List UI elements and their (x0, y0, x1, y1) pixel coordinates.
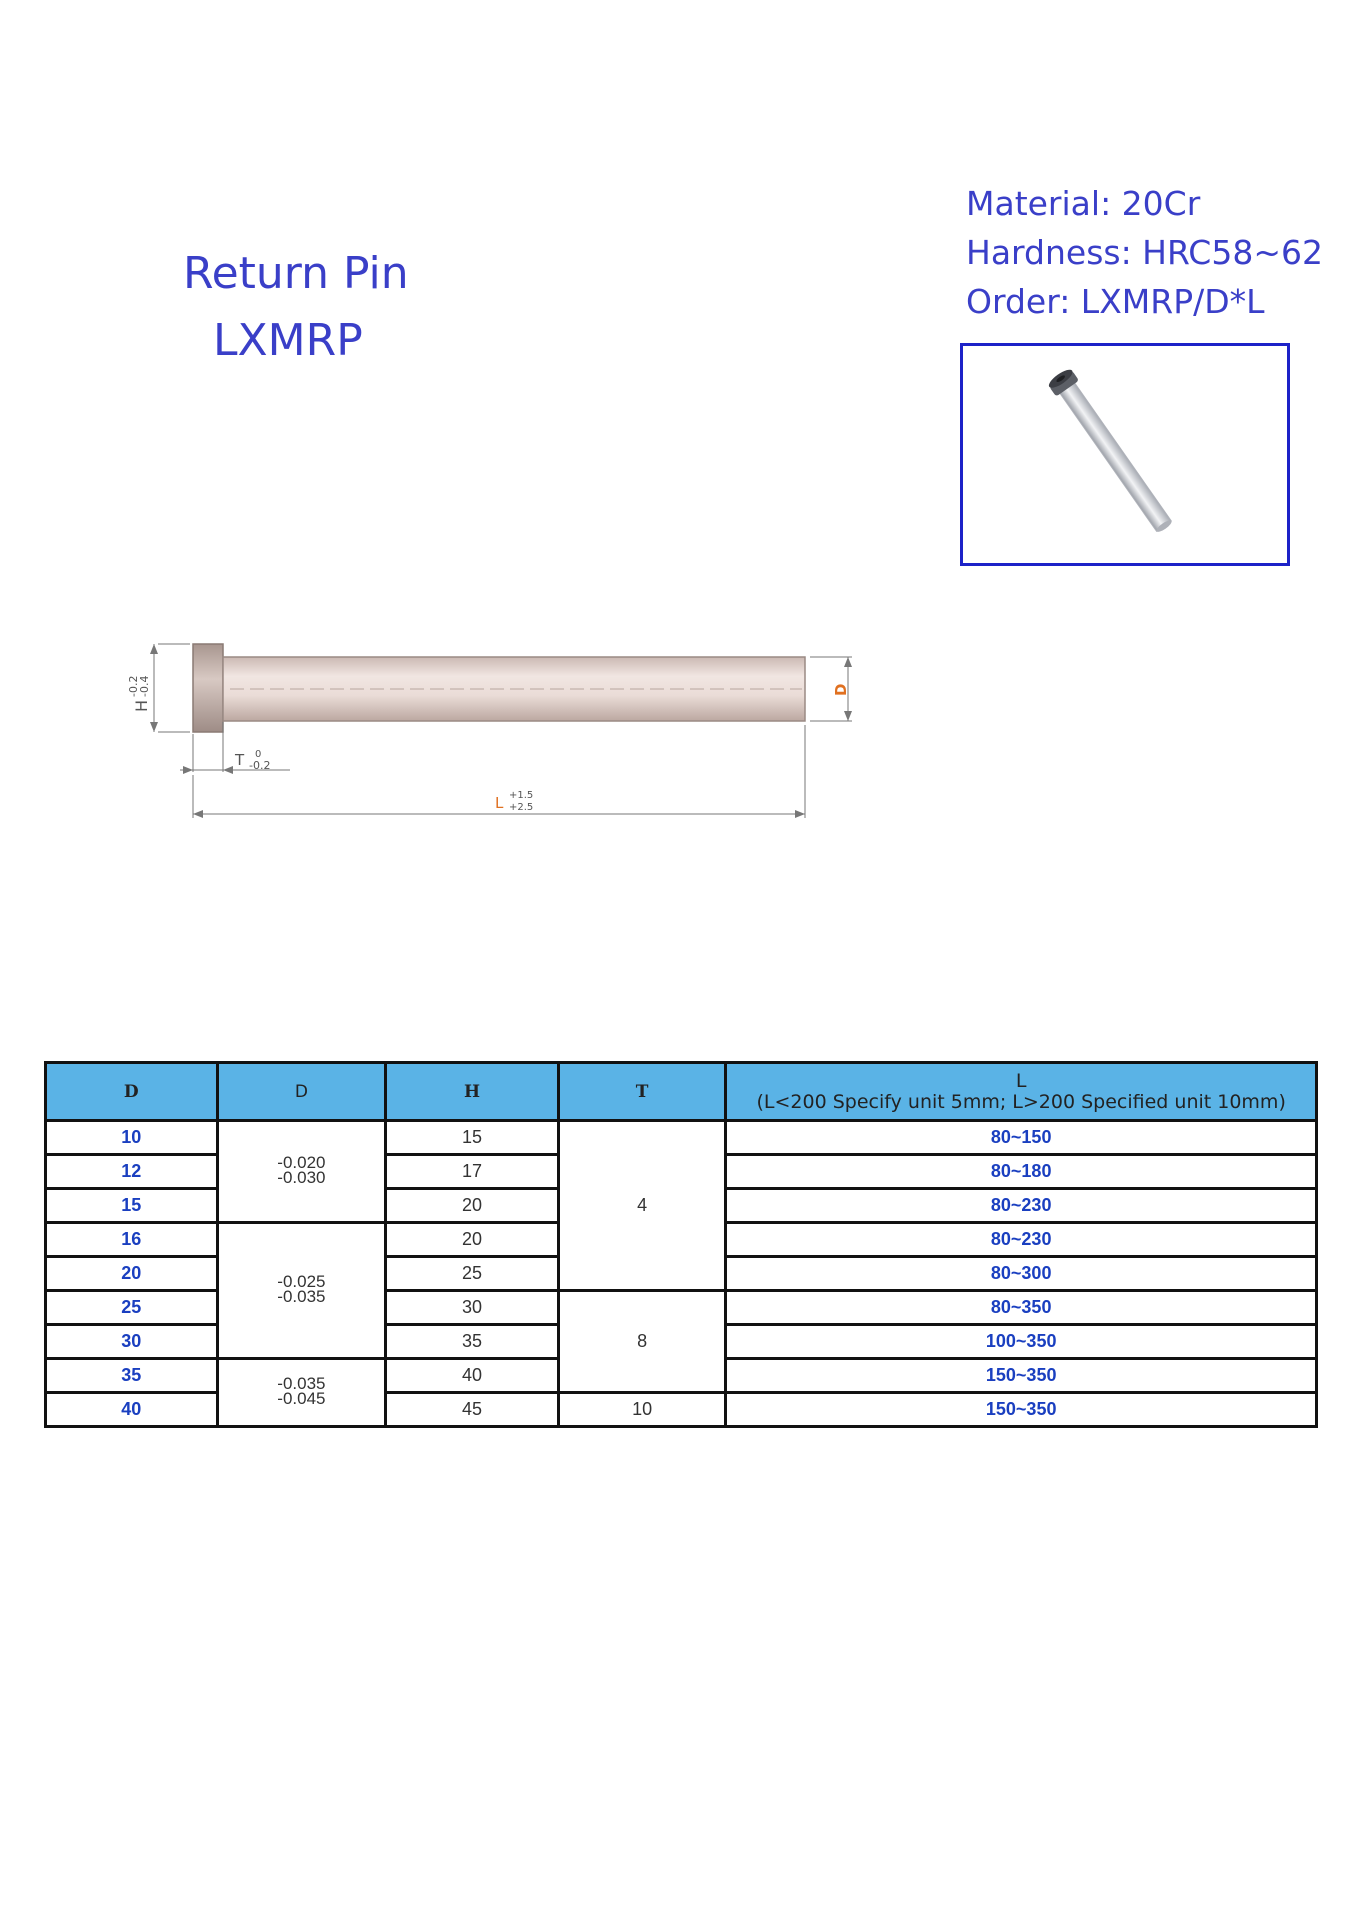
cell-h: 15 (386, 1121, 559, 1155)
technical-drawing (127, 630, 870, 834)
dimension-table (44, 1061, 1318, 1428)
cell-l: 80~230 (726, 1223, 1317, 1257)
cell-d: 10 (46, 1121, 218, 1155)
cell-d-tolerance: -0.020 -0.030 (217, 1121, 386, 1223)
cell-h: 17 (386, 1155, 559, 1189)
l-dimension-label: L (495, 794, 504, 812)
header-t: T (558, 1063, 726, 1121)
cell-d-tolerance: -0.035 -0.045 (217, 1359, 386, 1427)
cell-h: 20 (386, 1189, 559, 1223)
cell-h: 35 (386, 1325, 559, 1359)
cell-d: 20 (46, 1257, 218, 1291)
h-tol-lower: -0.4 (138, 675, 151, 697)
cell-h: 30 (386, 1291, 559, 1325)
table-row (46, 1121, 1317, 1155)
cell-l: 80~300 (726, 1257, 1317, 1291)
cell-l: 80~230 (726, 1189, 1317, 1223)
cell-t: 8 (558, 1291, 726, 1393)
cell-d: 25 (46, 1291, 218, 1325)
cell-d: 12 (46, 1155, 218, 1189)
cell-l: 80~350 (726, 1291, 1317, 1325)
product-photo (960, 343, 1290, 566)
cell-d: 35 (46, 1359, 218, 1393)
t-tol-lower: -0.2 (249, 759, 271, 772)
cell-l: 150~350 (726, 1359, 1317, 1393)
cell-l: 80~180 (726, 1155, 1317, 1189)
cell-d: 40 (46, 1393, 218, 1427)
product-code: LXMRP (213, 315, 363, 366)
cell-t: 4 (558, 1121, 726, 1291)
cell-l: 150~350 (726, 1393, 1317, 1427)
cell-h: 40 (386, 1359, 559, 1393)
t-tol-upper: 0 (255, 749, 262, 760)
cell-d: 15 (46, 1189, 218, 1223)
header-d-tolerance: D (217, 1063, 386, 1121)
cell-h: 20 (386, 1223, 559, 1257)
header-l-label: L (1015, 1069, 1027, 1092)
l-tol-upper: +1.5 (509, 790, 534, 801)
pin-head (193, 644, 223, 732)
header-l (726, 1063, 1317, 1121)
header-l-note: (L<200 Specify unit 5mm; L>200 Specified unit 10mm) (756, 1090, 1286, 1113)
cell-h: 45 (386, 1393, 559, 1427)
cell-d: 30 (46, 1325, 218, 1359)
cell-l: 100~350 (726, 1325, 1317, 1359)
h-dimension-label: H (132, 699, 151, 712)
cell-d-tolerance: -0.025 -0.035 (217, 1223, 386, 1359)
header-d: D (46, 1063, 218, 1121)
hardness-spec: Hardness: HRC58~62 (966, 233, 1323, 272)
cell-h: 25 (386, 1257, 559, 1291)
return-pin-photo (963, 346, 1287, 563)
t-dimension-label: T (235, 751, 245, 769)
product-title: Return Pin (183, 248, 409, 299)
cell-l: 80~150 (726, 1121, 1317, 1155)
material-spec: Material: 20Cr (966, 184, 1201, 223)
header-h: H (386, 1063, 559, 1121)
d-dimension-label: D (832, 683, 850, 696)
l-tol-lower: +2.5 (509, 802, 534, 813)
h-tol-upper: -0.2 (127, 675, 140, 697)
table-header-row (46, 1063, 1317, 1121)
cell-d: 16 (46, 1223, 218, 1257)
cell-t: 10 (558, 1393, 726, 1427)
order-spec: Order: LXMRP/D*L (966, 282, 1265, 321)
